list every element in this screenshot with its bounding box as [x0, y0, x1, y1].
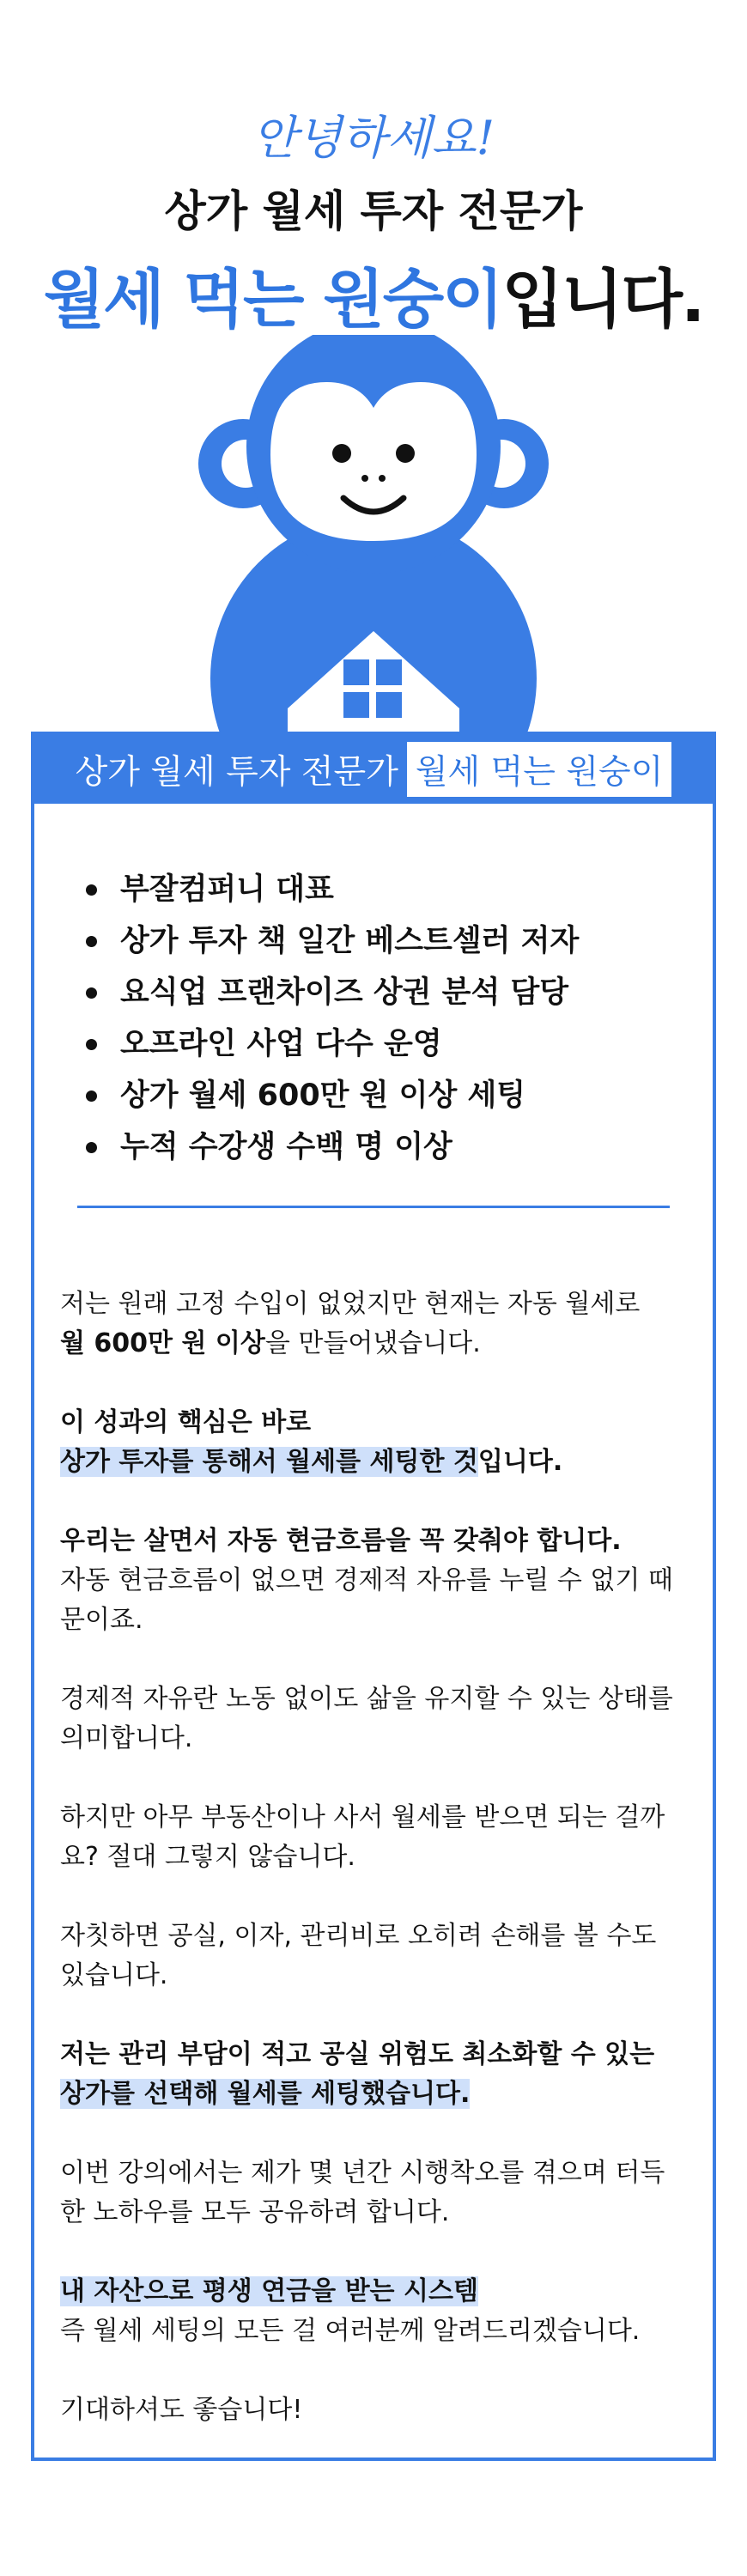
- paragraph: [60, 2272, 687, 2351]
- credentials-list: [86, 864, 579, 1173]
- paragraph-highlight: 상가를 선택해 월세를 세팅했습니다.: [60, 2079, 471, 2109]
- profile-card: [31, 732, 716, 2461]
- greeting: 안녕하세요!: [252, 111, 495, 165]
- divider: [77, 1206, 670, 1208]
- paragraph-bold: 저는 관리 부담이 적고 공실 위험도 최소화할 수 있는: [60, 2039, 655, 2069]
- paragraph: 기대하셔도 좋습니다!: [60, 2395, 303, 2425]
- left-eye-icon: [332, 444, 351, 463]
- headline-highlight: 월세 먹는 원숭이: [43, 263, 502, 337]
- card-header-highlight: 월세 먹는 원숭이: [407, 742, 672, 797]
- paragraph: [60, 1285, 687, 1364]
- paragraph: 하지만 아무 부동산이나 사서 월세를 받으면 되는 걸까요? 절대 그렇지 않습니다.: [60, 1802, 665, 1872]
- subtitle: 상가 월세 투자 전문가: [164, 186, 583, 236]
- paragraph-text: 즉 월세 세팅의 모든 걸 여러분께 알려드리겠습니다.: [60, 2316, 641, 2346]
- credential-item: 오프라인 사업 다수 운영: [86, 1018, 579, 1070]
- paragraph: 경제적 자유란 노동 없이도 삶을 유지할 수 있는 상태를 의미합니다.: [60, 1684, 673, 1753]
- paragraph-text: 을 만들어냈습니다.: [264, 1328, 481, 1358]
- headline-suffix: 입니다.: [501, 263, 704, 337]
- paragraph: [60, 2035, 687, 2114]
- paragraph-highlight: 상가 투자를 통해서 월세를 세팅한 것: [60, 1447, 478, 1477]
- card-header-text: 상가 월세 투자 전문가: [75, 753, 398, 792]
- paragraph-bold: 입니다.: [477, 1447, 563, 1477]
- right-eye-icon: [396, 444, 415, 463]
- paragraph: 이번 강의에서는 제가 몇 년간 시행착오를 겪으며 터득한 노하우를 모두 공유하려 합니다.: [60, 2158, 665, 2227]
- headline: [0, 249, 747, 340]
- paragraph-text: 자동 현금흐름이 없으면 경제적 자유를 누릴 수 없기 때문이죠.: [60, 1565, 673, 1635]
- credential-item: 누적 수강생 수백 명 이상: [86, 1121, 579, 1173]
- monkey-mascot-icon: [0, 335, 747, 738]
- card-header: [34, 735, 713, 804]
- paragraph-bold: 이 성과의 핵심은 바로: [60, 1407, 312, 1437]
- credential-item: 상가 월세 600만 원 이상 세팅: [86, 1070, 579, 1121]
- paragraph-bold: 월 600만 원 이상: [60, 1328, 265, 1358]
- paragraph-bold: 우리는 살면서 자동 현금흐름을 꼭 갖춰야 합니다.: [60, 1526, 622, 1556]
- paragraph-text: 저는 원래 고정 수입이 없었지만 현재는 자동 월세로: [60, 1289, 641, 1319]
- intro-body: [60, 1285, 687, 2470]
- credential-item: 요식업 프랜차이즈 상권 분석 담당: [86, 967, 579, 1018]
- paragraph: [60, 1403, 687, 1482]
- paragraph: 자칫하면 공실, 이자, 관리비로 오히려 손해를 볼 수도 있습니다.: [60, 1921, 657, 1990]
- paragraph-highlight: 내 자산으로 평생 연금을 받는 시스템: [60, 2276, 478, 2306]
- credential-item: 상가 투자 책 일간 베스트셀러 저자: [86, 915, 579, 967]
- paragraph: [60, 1522, 687, 1640]
- credential-item: 부잘컴퍼니 대표: [86, 864, 579, 915]
